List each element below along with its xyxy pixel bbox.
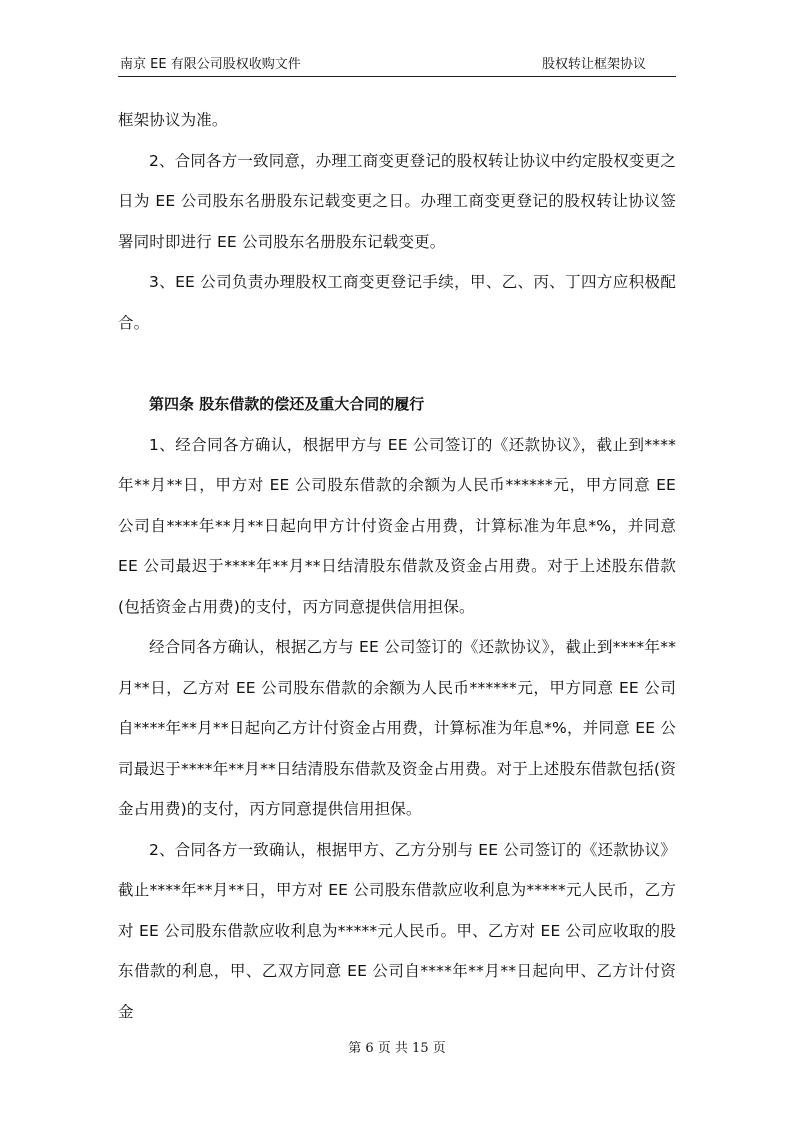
document-body (118, 100, 676, 1032)
section-heading: 第四条 股东借款的偿还及重大合同的履行 (149, 395, 425, 413)
paragraph-clause-3: 3、EE 公司负责办理股权工商变更登记手续，甲、乙、丙、丁四方应积极配合。 (118, 273, 676, 332)
page-header (118, 56, 676, 77)
section-gap (118, 343, 676, 384)
paragraph-clause-2: 2、合同各方一致同意，办理工商变更登记的股权转让协议中约定股权变更之日为 EE 公司股东名册股东记载变更之日。办理工商变更登记的股权转让协议签署同时即进行 EE 公司股东名册股东记载变更。 (118, 151, 676, 251)
paragraph-article4-clause-1b: 经合同各方确认，根据乙方与 EE 公司签订的《还款协议》，截止到****年**月**日，乙方对 EE 公司股东借款的余额为人民币******元，甲方同意 EE 公司自****年**月**日起向乙方计付资金占用费，计算标准为年息*%，并同意 EE 公司最迟于****年**月**日结清股东借款及资金占用费。对于上述股东借款包括(资金占用费)的支付，丙方同意提供信用担保。 (118, 638, 676, 818)
header-section-title: 股权转让框架协议 (541, 57, 646, 72)
paragraph-article4-clause-1: 1、经合同各方确认，根据甲方与 EE 公司签订的《还款协议》，截止到****年**月**日，甲方对 EE 公司股东借款的余额为人民币******元，甲方同意 EE 公司自****年**月**日起向甲方计付资金占用费，计算标准为年息*%，并同意 EE 公司最迟于****年**月**日结清股东借款及资金占用费。对于上述股东借款(包括资金占用费)的支付，丙方同意提供信用担保。 (118, 435, 676, 616)
header-document-title: 南京 EE 有限公司股权收购文件 (120, 57, 301, 72)
page-footer: 第 6 页 共 15 页 (348, 1041, 446, 1056)
paragraph-article4-clause-2: 2、合同各方一致确认，根据甲方、乙方分别与 EE 公司签订的《还款协议》截止****年**月**日，甲方对 EE 公司股东借款应收利息为*****元人民币，乙方对 EE 公司股东借款应收利息为*****元人民币。甲、乙方对 EE 公司应收取的股东借款的利息，甲、乙双方同意 EE 公司自****年**月**日起向甲、乙方计付资金 (118, 840, 676, 1021)
paragraph-continued: 框架协议为准。 (118, 111, 228, 129)
